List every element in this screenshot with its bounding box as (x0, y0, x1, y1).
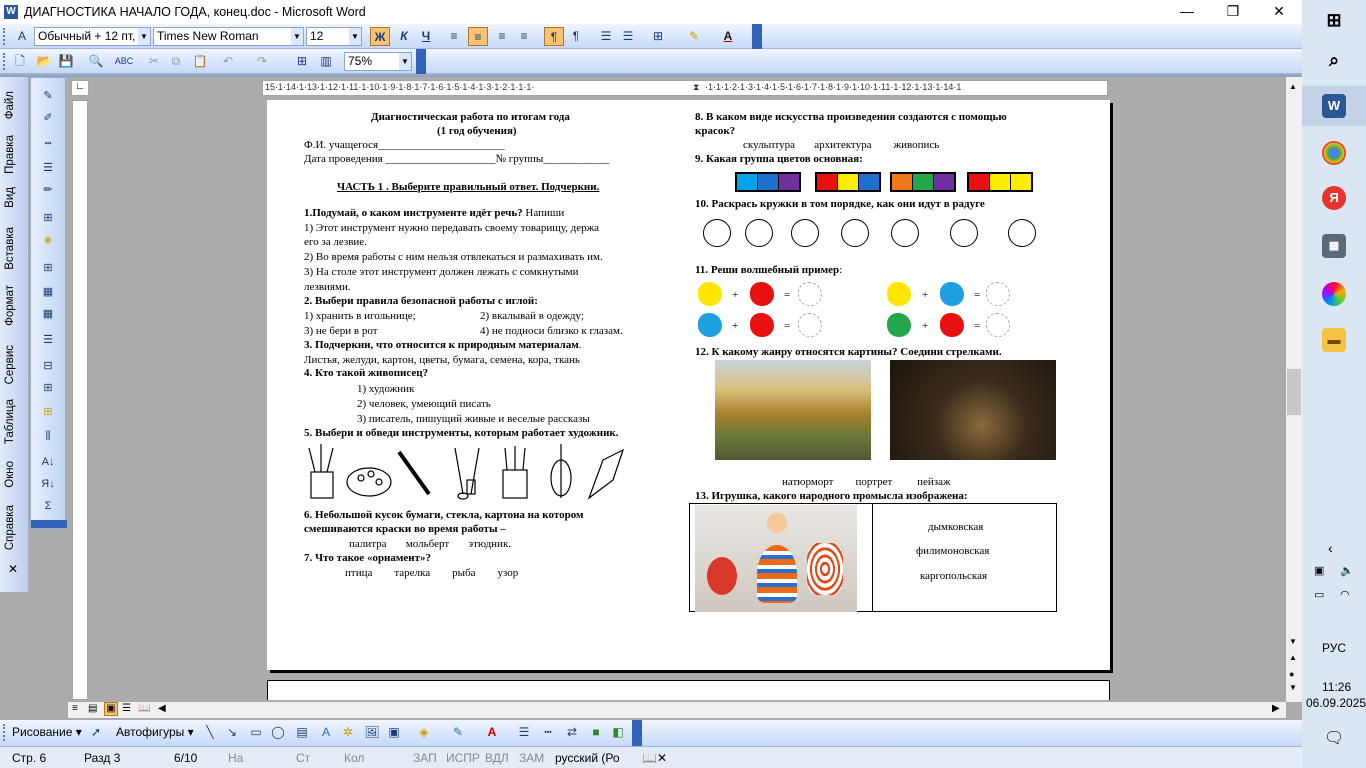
status-column: Кол (344, 751, 365, 765)
q3-list: Листья, желуди, картон, цветы, бумага, семена, кора, ткань (304, 354, 580, 366)
status-overtype[interactable]: ЗАМ (519, 751, 545, 765)
menu-window[interactable]: Окно (4, 461, 16, 488)
line-color-icon[interactable]: ✎ (452, 725, 464, 739)
chrome-icon[interactable] (1322, 141, 1346, 165)
chevron-down-icon[interactable]: ▼ (138, 28, 150, 45)
q7-options: птица тарелка рыба узор (345, 567, 519, 579)
status-track[interactable]: ИСПР (446, 751, 480, 765)
status-at: На (228, 751, 244, 765)
rainbow-circle[interactable] (745, 219, 773, 247)
color-swatch (838, 174, 858, 190)
q2-option-1: 1) хранить в игольнице; (304, 310, 416, 322)
autoformat-icon[interactable]: ⊞ (43, 406, 53, 418)
vertical-scrollbar[interactable] (1286, 77, 1302, 702)
horizontal-scrollbar[interactable] (68, 702, 1286, 718)
sort-descending-icon[interactable]: Я↓ (41, 478, 55, 490)
empty-blot-icon[interactable] (798, 313, 822, 337)
insert-table-icon[interactable]: ⊞ (43, 262, 53, 274)
arrow-icon[interactable]: ↘ (226, 725, 238, 739)
red-blot-icon (750, 282, 774, 306)
yandex-icon[interactable]: Я (1322, 186, 1346, 210)
crayon-cup-icon (503, 470, 527, 498)
browse-object-icon[interactable]: ● (1289, 669, 1295, 679)
rtl-icon[interactable]: ¶ (572, 29, 580, 43)
align-right-icon[interactable]: ≡ (498, 29, 506, 43)
notifications-icon[interactable]: 🗨 (1324, 730, 1345, 747)
size-combo[interactable] (306, 27, 362, 46)
color-group-option[interactable] (735, 172, 801, 192)
horse-figure (807, 543, 843, 595)
close-button[interactable]: ✕ (1273, 3, 1285, 19)
red-blot-icon (750, 313, 774, 337)
question-1 (304, 206, 564, 221)
color-swatch (859, 174, 879, 190)
status-section: Разд 3 (84, 751, 121, 765)
fill-color-icon[interactable]: ◈ (419, 725, 429, 739)
blue-blot-icon (940, 282, 964, 306)
wifi-icon[interactable]: ◠ (1340, 589, 1350, 601)
scroll-thumb[interactable] (1287, 369, 1301, 415)
color-group-option[interactable] (890, 172, 956, 192)
tables-borders-toolbar (30, 77, 66, 529)
toolbar-grip[interactable] (3, 28, 7, 45)
bold-button[interactable]: Ж (370, 27, 390, 46)
ruler-left-marks: 15·1·14·1·13·1·12·1·11·1·10·1·9·1·8·1·7·1·6·1·5·1·4·1·3·1·2·1·1·1· (265, 82, 535, 92)
spelling-icon[interactable]: ABC (114, 56, 134, 66)
shadow-icon[interactable]: ■ (592, 725, 600, 739)
color-swatch (779, 174, 799, 190)
color-swatch (990, 174, 1010, 190)
equals-sign: = (784, 320, 791, 332)
question-11-colon: : (839, 264, 843, 276)
color-swatch (913, 174, 933, 190)
question-8: 8. В каком виде искусства произведения создаются с помощью (695, 111, 1007, 123)
align-left-icon[interactable]: ≡ (450, 29, 458, 43)
toy-image-cell (690, 504, 873, 611)
cut-icon[interactable]: ✂ (148, 54, 160, 68)
dash-style-icon[interactable]: ┅ (544, 725, 552, 739)
eraser-icon[interactable]: ✐ (43, 112, 53, 124)
toolbar-options-icon[interactable] (632, 720, 642, 746)
word-icon: W (4, 5, 18, 19)
question-1-instruction: Напиши (522, 207, 565, 219)
rainbow-circle[interactable] (791, 219, 819, 247)
question-8-cont: красок? (695, 125, 736, 137)
zoom-value: 75% (348, 54, 373, 68)
distribute-columns-icon[interactable]: ⊞ (43, 382, 53, 394)
plus-sign: + (732, 289, 739, 301)
insert-table-icon[interactable]: ⊞ (296, 54, 308, 68)
rainbow-circle[interactable] (703, 219, 731, 247)
columns-icon[interactable]: ▥ (320, 54, 332, 68)
language-indicator[interactable]: РУС (1322, 641, 1347, 655)
file-explorer-icon[interactable]: ▬ (1322, 328, 1346, 352)
style-combo[interactable] (34, 27, 151, 46)
menu-insert[interactable]: Вставка (4, 227, 16, 270)
question-9: 9. Какая группа цветов основная: (695, 153, 863, 165)
scroll-up-icon[interactable]: ▲ (1289, 82, 1297, 91)
document-page[interactable] (267, 100, 1110, 670)
next-page-icon[interactable]: ▼ (1289, 683, 1297, 692)
question-3-period: . (578, 339, 582, 351)
new-document-icon[interactable]: 🗋 (15, 54, 25, 68)
equals-sign: = (784, 289, 791, 301)
turkey-figure (707, 557, 737, 595)
q12-options: натюрморт портрет пейзаж (782, 476, 951, 488)
toolbar-options-icon[interactable] (416, 49, 426, 74)
status-language[interactable]: русский (Ро (555, 751, 620, 765)
maximize-button[interactable]: ❐ (1226, 3, 1240, 19)
autoshapes-label: Автофигуры (116, 725, 185, 739)
outside-border-icon[interactable]: ⊞ (43, 212, 53, 224)
italic-button[interactable]: К (400, 29, 408, 43)
shading-icon[interactable]: ◈ (43, 234, 53, 246)
merge-cells-icon[interactable]: ▦ (42, 286, 54, 298)
pencil-icon (399, 452, 429, 494)
color-swatch (934, 174, 954, 190)
q2-option-2: 2) вкалывай в одежду; (480, 310, 584, 322)
chevron-down-icon[interactable]: ▼ (399, 53, 411, 70)
question-5: 5. Выбери и обведи инструменты, которым работает художник. (304, 427, 619, 439)
question-3 (304, 338, 581, 353)
dymkovo-toy-image (695, 505, 857, 612)
scroll-down-icon[interactable]: ▼ (1289, 637, 1297, 646)
styles-pane-icon[interactable]: A (17, 29, 26, 43)
craft-option-filimonovo: филимоновская (916, 545, 990, 557)
ruler-right-marks: ·1·1·1·2·1·3·1·4·1·5·1·6·1·7·1·8·1·9·1·10·1·11·1·12·1·13·1·14·1 (705, 82, 962, 92)
ladle-icon (455, 448, 463, 494)
status-pages: 6/10 (174, 751, 198, 765)
color-swatch (969, 174, 989, 190)
doll-figure (757, 545, 797, 603)
q1-option-3: 3) На столе этот инструмент должен лежать с сомкнутыми (304, 266, 579, 278)
draw-table-icon[interactable]: ✎ (43, 90, 53, 102)
drawing-toolbar (0, 720, 1302, 746)
question-12: 12. К какому жанру относятся картины? Соедини стрелками. (695, 346, 1002, 358)
q2-option-4: 4) не подноси близко к глазам. (480, 325, 623, 337)
toolbar-grip[interactable] (3, 724, 7, 741)
q4-option-3: 3) писатель, пишущий живые и веселые рассказы (357, 413, 590, 425)
font-color-icon[interactable]: A (723, 29, 733, 43)
q1-option-2: 2) Во время работы с ним нельзя отвлекаться и размахивать им. (304, 251, 603, 263)
align-center-icon[interactable]: ≡ (468, 27, 488, 46)
menu-help[interactable]: Справка (4, 505, 16, 551)
q1-option-1: 1) Этот инструмент нужно передавать своему товарищу, держа (304, 222, 600, 234)
menu-file[interactable]: Файл (4, 91, 16, 120)
spelling-status-icon[interactable]: 📖✕ (642, 751, 667, 765)
part1-heading: ЧАСТЬ 1 . Выберите правильный ответ. Подчеркни. (337, 181, 600, 193)
borders-icon[interactable]: ⊞ (652, 29, 664, 43)
formatting-toolbar (0, 24, 1302, 49)
color-swatch (817, 174, 837, 190)
color-group-option[interactable] (967, 172, 1033, 192)
chevron-down-icon[interactable]: ▼ (349, 28, 361, 45)
clipart-icon[interactable]: 🖼 (364, 725, 380, 739)
color-swatch (737, 174, 757, 190)
rainbow-circle[interactable] (841, 219, 869, 247)
print-view-icon[interactable]: ▣ (104, 702, 118, 716)
empty-blot-icon[interactable] (986, 282, 1010, 306)
align-icon[interactable]: ☰ (43, 334, 53, 346)
reading-view-icon[interactable]: 📖 (138, 703, 151, 714)
battery-icon[interactable]: ▭ (1314, 589, 1325, 601)
question-7: 7. Что такое «орнамент»? (304, 552, 432, 564)
windows-start-icon[interactable]: ⊞ (1326, 10, 1342, 30)
text-direction-icon[interactable]: ⫼ (45, 430, 51, 442)
still-life-painting (890, 360, 1056, 460)
line-icon[interactable]: ╲ (206, 725, 214, 739)
red-blot-icon (940, 313, 964, 337)
next-page[interactable] (267, 680, 1110, 700)
status-line: Ст (296, 751, 311, 765)
print-preview-icon[interactable]: 🔍 (88, 54, 104, 68)
copy-icon[interactable]: ⧉ (171, 54, 181, 68)
toolbar-grip[interactable] (3, 53, 7, 70)
save-icon[interactable]: 💾 (58, 54, 74, 68)
minimize-button[interactable]: — (1180, 3, 1194, 19)
select-objects-icon[interactable]: ➚ (90, 725, 102, 739)
empty-blot-icon[interactable] (798, 282, 822, 306)
brush-cup-icon (311, 472, 333, 498)
date-line: Дата проведения ____________________№ группы____________ (304, 153, 610, 165)
doc-title: Диагностическая работа по итогам года (371, 111, 570, 123)
bullets-icon[interactable]: ☰ (622, 29, 634, 43)
plus-sign: + (732, 320, 739, 332)
doll-head (767, 513, 787, 533)
glue-gun-icon (589, 450, 623, 498)
web-view-icon[interactable]: ▤ (88, 703, 98, 714)
size-value: 12 (310, 29, 324, 43)
q13-table (689, 503, 1057, 612)
distribute-rows-icon[interactable]: ⊟ (43, 360, 53, 372)
question-11-text: 11. Реши волшебный пример (695, 264, 840, 276)
q8-options: скульптура архитектура живопись (743, 139, 940, 151)
yellow-blot-icon (887, 282, 911, 306)
menu-bar (0, 77, 28, 592)
equals-sign: = (974, 289, 981, 301)
photos-icon[interactable] (1322, 282, 1346, 306)
menu-table[interactable]: Таблица (4, 399, 16, 445)
equals-sign: = (974, 320, 981, 332)
chevron-left-icon[interactable]: ‹ (1328, 540, 1333, 556)
draw-menu-label: Рисование (12, 725, 73, 739)
question-4: 4. Кто такой живописец? (304, 367, 429, 379)
textbox-icon[interactable]: ▤ (296, 725, 308, 739)
craft-option-dymkovo: дымковская (928, 521, 984, 533)
status-page: Стр. 6 (12, 751, 47, 765)
autosum-icon[interactable]: Σ (44, 500, 52, 512)
clock-time[interactable]: 11:26 (1322, 680, 1352, 694)
outline-view-icon[interactable]: ☰ (122, 703, 131, 714)
menu-tools[interactable]: Сервис (4, 345, 16, 385)
word-taskbar-icon[interactable]: W (1322, 94, 1346, 118)
scroll-right-icon[interactable]: ▶ (1272, 703, 1280, 714)
green-blot-icon (887, 313, 911, 337)
question-13: 13. Игрушка, какого народного промысла изображена: (695, 490, 968, 502)
menu-edit[interactable]: Правка (4, 135, 16, 174)
close-menu-icon[interactable]: ✕ (8, 562, 19, 576)
plus-sign: + (922, 320, 929, 332)
autoshapes-button[interactable]: Автофигуры ▾ (116, 725, 194, 739)
q4-option-2: 2) человек, умеющий писать (357, 398, 491, 410)
justify-icon[interactable]: ≡ (520, 29, 528, 43)
taskbar (1302, 0, 1366, 768)
open-icon[interactable]: 📂 (36, 54, 52, 68)
toolbar-divider (0, 75, 1302, 77)
toolbar-options-icon[interactable] (31, 520, 67, 528)
color-swatch (892, 174, 912, 190)
undo-icon[interactable]: ↶ (222, 54, 234, 68)
ruler-indent-marker[interactable]: ⧗ (693, 82, 700, 92)
color-swatch (1011, 174, 1031, 190)
question-6-cont: смешиваются краски во время работы – (304, 523, 506, 535)
plus-sign: + (922, 289, 929, 301)
draw-menu-button[interactable]: Рисование ▾ (12, 725, 82, 739)
line-style-icon[interactable]: ☰ (518, 725, 530, 739)
tab-selector[interactable]: ∟ (71, 80, 89, 96)
prev-page-icon[interactable]: ▲ (1289, 653, 1297, 662)
blue-blot-icon (698, 313, 722, 337)
q1-option-3-cont: лезвиями. (304, 281, 351, 293)
sort-ascending-icon[interactable]: A↓ (41, 456, 55, 468)
q6-options: палитра мольберт этюдник. (349, 538, 512, 550)
camera-icon[interactable]: ▣ (1314, 565, 1325, 577)
student-name-line: Ф.И. учащегося_______________________ (304, 139, 505, 151)
standard-toolbar (0, 49, 1302, 74)
question-10: 10. Раскрась кружки в том порядке, как они идут в радуге (695, 198, 985, 210)
ltr-icon[interactable]: ¶ (544, 27, 564, 46)
chevron-down-icon[interactable]: ▼ (291, 28, 303, 45)
scroll-left-icon[interactable]: ◀ (158, 703, 166, 714)
zoom-combo[interactable] (344, 52, 412, 71)
status-extend[interactable]: ВДЛ (485, 751, 509, 765)
color-group-option[interactable] (815, 172, 881, 192)
speaker-icon[interactable]: 🔈 (1340, 565, 1354, 577)
font-combo[interactable] (153, 27, 304, 46)
menu-format[interactable]: Формат (4, 285, 16, 326)
redo-icon[interactable]: ↷ (256, 54, 268, 68)
line-style-icon[interactable]: ┅ (44, 138, 52, 150)
title-bar (0, 0, 1302, 24)
font-value: Times New Roman (157, 29, 259, 43)
yellow-blot-icon (698, 282, 722, 306)
highlight-icon[interactable]: ✎ (688, 29, 700, 43)
picture-icon[interactable]: ▣ (388, 725, 400, 739)
horizontal-ruler[interactable] (262, 80, 1108, 96)
craft-option-kargopol: каргопольская (920, 570, 988, 582)
question-2: 2. Выбери правила безопасной работы с иглой: (304, 295, 538, 307)
q2-option-3: 3) не бери в рот (304, 325, 378, 337)
calculator-icon[interactable]: ▦ (1322, 234, 1346, 258)
style-value: Обычный + 12 пт, (38, 29, 136, 43)
rainbow-circle[interactable] (950, 219, 978, 247)
rainbow-circle[interactable] (891, 219, 919, 247)
wordart-icon[interactable]: A (321, 725, 330, 739)
rainbow-circle[interactable] (1008, 219, 1036, 247)
landscape-painting (715, 360, 871, 460)
question-6: 6. Небольшой кусок бумаги, стекла, картона на котором (304, 509, 584, 521)
search-icon[interactable]: ⌕ (1328, 50, 1340, 70)
q4-option-1: 1) художник (357, 383, 415, 395)
vertical-ruler[interactable] (72, 100, 88, 700)
menu-view[interactable]: Вид (4, 187, 16, 208)
question-3-text: 3. Подчеркни, что относится к природным материалам (304, 339, 579, 351)
border-color-icon[interactable]: ✏ (43, 184, 53, 196)
3d-icon[interactable]: ◧ (612, 725, 624, 739)
diagram-icon[interactable]: ✲ (342, 725, 354, 739)
normal-view-icon[interactable]: ≡ (72, 703, 78, 714)
underline-button[interactable]: Ч (421, 29, 431, 43)
color-swatch (758, 174, 778, 190)
arrow-style-icon[interactable]: ⇄ (566, 725, 578, 739)
question-11 (695, 263, 842, 278)
doc-subtitle: (1 год обучения) (437, 125, 517, 137)
split-cells-icon[interactable]: ▦ (42, 308, 54, 320)
paste-icon[interactable]: 📋 (192, 54, 208, 68)
font-color-icon[interactable]: A (487, 725, 497, 739)
status-record[interactable]: ЗАП (413, 751, 437, 765)
toolbar-options-icon[interactable] (752, 24, 762, 49)
oval-icon[interactable]: ◯ (271, 725, 285, 739)
rectangle-icon[interactable]: ▭ (250, 725, 262, 739)
window-title: ДИАГНОСТИКА НАЧАЛО ГОДА, конец.doc - Microsoft Word (24, 5, 366, 19)
art-tools-illustration (303, 440, 633, 502)
clock-date[interactable]: 06.09.2025 (1306, 696, 1366, 710)
empty-blot-icon[interactable] (986, 313, 1010, 337)
q1-option-1-cont: его за лезвие. (304, 236, 367, 248)
status-bar (0, 746, 1302, 768)
numbering-icon[interactable]: ☰ (600, 29, 612, 43)
question-1-text: 1.Подумай, о каком инструменте идёт речь? (304, 207, 523, 219)
line-weight-icon[interactable]: ☰ (43, 162, 53, 174)
